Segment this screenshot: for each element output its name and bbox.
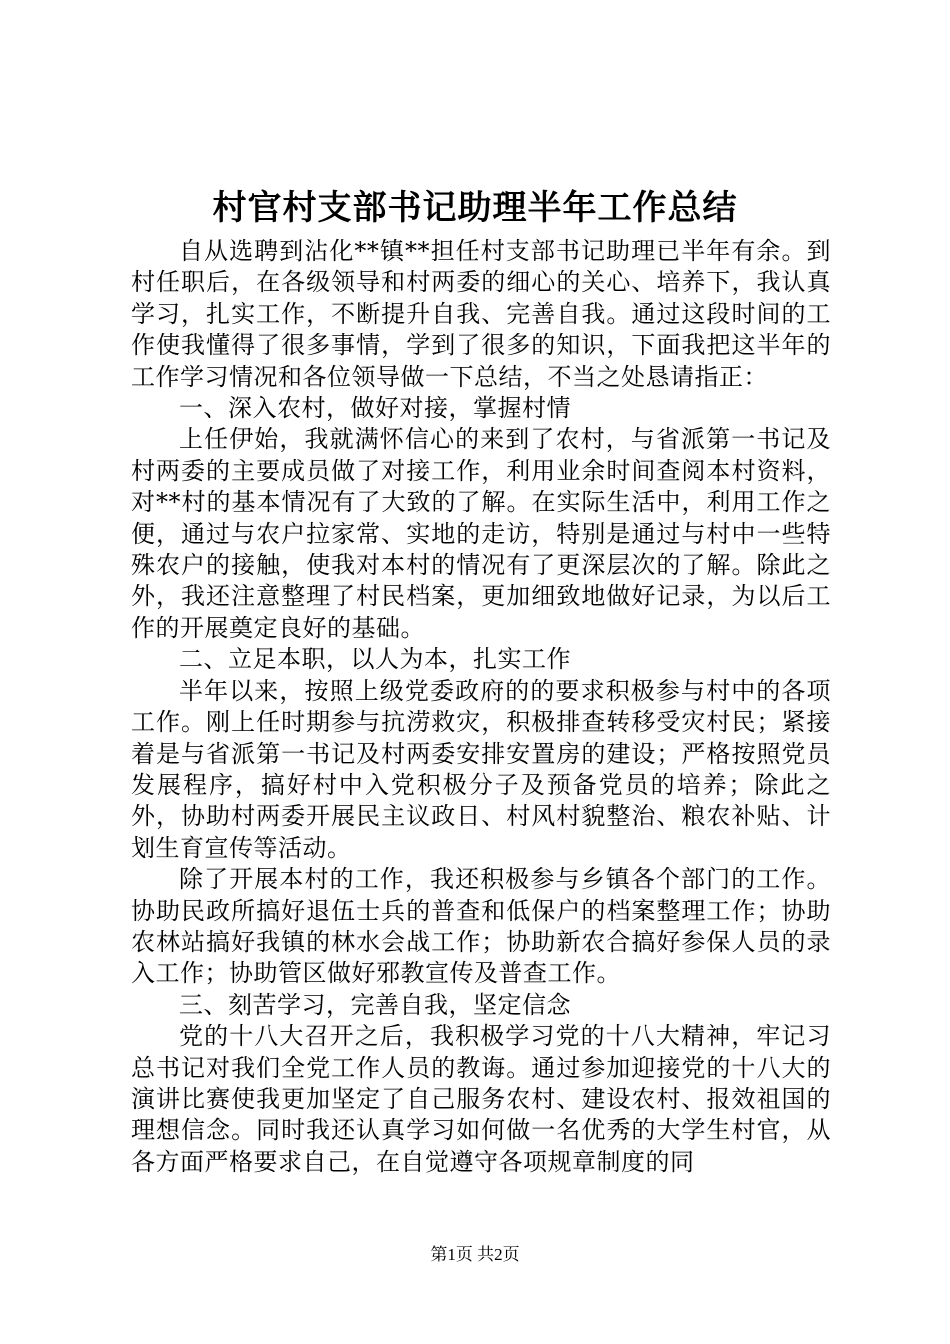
body-paragraph: 除了开展本村的工作，我还积极参与乡镇各个部门的工作。协助民政所搞好退伍士兵的普查和低保户的档案整理工作；协助农林站搞好我镇的林水会战工作；协助新农合搞好参保人员的录入工作；协助管区做好邪教宣传及普查工作。 bbox=[131, 865, 831, 988]
section-heading: 一、深入农村，做好对接，掌握村情 bbox=[179, 394, 571, 423]
section-heading: 二、立足本职，以人为本，扎实工作 bbox=[179, 645, 571, 674]
body-paragraph: 半年以来，按照上级党委政府的的要求积极参与村中的各项工作。刚上任时期参与抗涝救灾，积极排查转移受灾村民；紧接着是与省派第一书记及村两委安排安置房的建设；严格按照党员发展程序，搞好村中入党积极分子及预备党员的培养；除此之外，协助村两委开展民主议政日、村风村貌整治、粮农补贴、计划生育宣传等活动。 bbox=[131, 676, 831, 862]
body-paragraph: 党的十八大召开之后，我积极学习党的十八大精神，牢记习总书记对我们全党工作人员的教诲。通过参加迎接党的十八大的演讲比赛使我更加坚定了自己服务农村、建设农村、报效祖国的理想信念。同时我还认真学习如何做一名优秀的大学生村官，从各方面严格要求自己，在自觉遵守各项规章制度的同 bbox=[131, 1022, 831, 1176]
body-paragraph: 自从选聘到沾化**镇**担任村支部书记助理已半年有余。到村任职后，在各级领导和村两委的细心的关心、培养下，我认真学习，扎实工作，不断提升自我、完善自我。通过这段时间的工作使我懂得了很多事情，学到了很多的知识，下面我把这半年的工作学习情况和各位领导做一下总结，不当之处恳请指正： bbox=[131, 237, 831, 391]
page-footer: 第1页 共2页 bbox=[430, 1245, 520, 1264]
document-body bbox=[131, 236, 831, 1178]
section-heading: 三、刻苦学习，完善自我，坚定信念 bbox=[179, 990, 571, 1019]
body-paragraph: 上任伊始，我就满怀信心的来到了农村，与省派第一书记及村两委的主要成员做了对接工作，利用业余时间查阅本村资料，对**村的基本情况有了大致的了解。在实际生活中，利用工作之便，通过与农户拉家常、实地的走访，特别是通过与村中一些特殊农户的接触，使我对本村的情况有了更深层次的了解。除此之外，我还注意整理了村民档案，更加细致地做好记录，为以后工作的开展奠定良好的基础。 bbox=[131, 425, 831, 642]
document-title: 村官村支部书记助理半年工作总结 bbox=[212, 188, 738, 228]
